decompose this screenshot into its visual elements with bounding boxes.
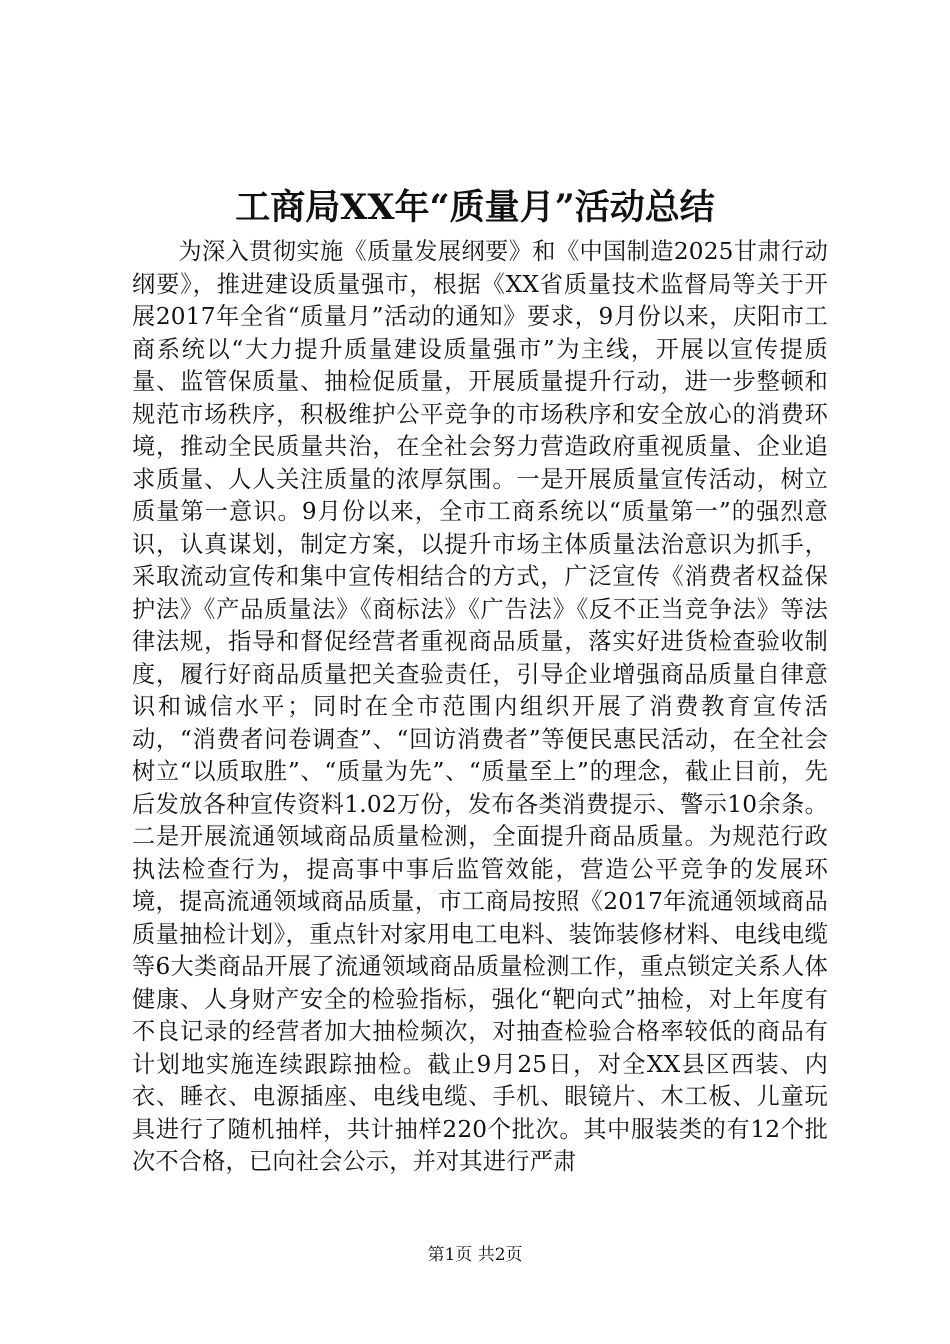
page-number-footer: 第1页 共2页: [427, 1245, 523, 1265]
document-body-paragraph: 为深入贯彻实施《质量发展纲要》和《中国制造2025甘肃行动纲要》，推进建设质量强市，根据《XX省质量技术监督局等关于开展2017年全省“质量月”活动的通知》要求，9月份以来，庆阳市工商系统以“大力提升质量建设质量强市”为主线，开展以宣传提质量、监管保质量、抽检促质量，开展质量提升行动，进一步整顿和规范市场秩序，积极维护公平竞争的市场秩序和安全放心的消费环境，推动全民质量共治，在全社会努力营造政府重视质量、企业追求质量、人人关注质量的浓厚氛围。一是开展质量宣传活动，树立质量第一意识。9月份以来，全市工商系统以“质量第一”的强烈意识，认真谋划，制定方案，以提升市场主体质量法治意识为抓手，采取流动宣传和集中宣传相结合的方式，广泛宣传《消费者权益保护法》《产品质量法》《商标法》《广告法》《反不正当竞争法》等法律法规，指导和督促经营者重视商品质量，落实好进货检查验收制度，履行好商品质量把关查验责任，引导企业增强商品质量自律意识和诚信水平；同时在全市范围内组织开展了消费教育宣传活动，“消费者问卷调查”、“回访消费者”等便民惠民活动，在全社会树立“以质取胜”、“质量为先”、“质量至上”的理念，截止目前，先后发放各种宣传资料1.02万份，发布各类消费提示、警示10余条。二是开展流通领域商品质量检测，全面提升商品质量。为规范行政执法检查行为，提高事中事后监管效能，营造公平竞争的发展环境，提高流通领域商品质量，市工商局按照《2017年流通领域商品质量抽检计划》，重点针对家用电工电料、装饰装修材料、电线电缆等6大类商品开展了流通领域商品质量检测工作，重点锁定关系人体健康、人身财产安全的检验指标，强化“靶向式”抽检，对上年度有不良记录的经营者加大抽检频次，对抽查检验合格率较低的商品有计划地实施连续跟踪抽检。截止9月25日，对全XX县区西装、内衣、睡衣、电源插座、电线电缆、手机、眼镜片、木工板、儿童玩具进行了随机抽样，共计抽样220个批次。其中服装类的有12个批次不合格，已向社会公示，并对其进行严肃: [132, 238, 828, 1175]
document-title: 工商局XX年“质量月”活动总结: [235, 187, 715, 228]
